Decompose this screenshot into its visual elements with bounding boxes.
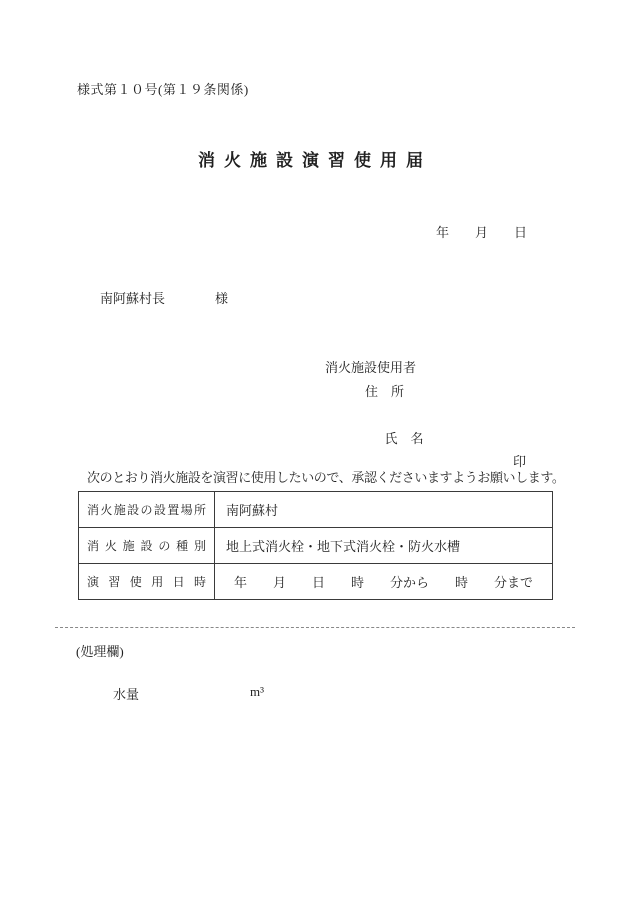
seal-mark: 印 (513, 454, 527, 469)
row-value-location: 南阿蘇村 (215, 492, 553, 528)
request-table (78, 491, 553, 600)
date-line: 年 月 日 (436, 225, 528, 240)
form-number: 様式第１０号(第１９条関係) (77, 82, 249, 97)
dotted-cut-line (55, 627, 575, 628)
name-label: 氏 名 (384, 430, 424, 446)
table-row-drill-datetime (79, 564, 553, 600)
page-title: 消火施設演習使用届 (198, 151, 432, 170)
water-volume-row (113, 684, 413, 703)
table-row-facility-type (79, 528, 553, 564)
row-label-location: 消火施設の設置場所 (79, 492, 215, 528)
row-value-facility-type: 地上式消火栓・地下式消火栓・防火水槽 (215, 528, 553, 564)
row-label-drill-datetime: 演習使用日時 (79, 564, 215, 600)
addressee-name: 南阿蘇村長 (100, 291, 166, 306)
row-label-facility-type: 消火施設の種別 (79, 528, 215, 564)
addressee-line (100, 288, 228, 307)
intro-text: 次のとおり消火施設を演習に使用したいので、承認くださいますようお願いします。 (87, 470, 565, 485)
honorific: 様 (215, 291, 229, 306)
water-volume-unit: m³ (250, 684, 265, 699)
row-value-drill-datetime: 年 月 日 時 分から 時 分まで (215, 564, 553, 600)
table-row-location (79, 492, 553, 528)
water-volume-label: 水量 (113, 687, 140, 702)
address-label: 住 所 (365, 383, 405, 399)
applicant-heading: 消火施設使用者 (325, 360, 417, 375)
processing-section-label: (処理欄) (76, 644, 124, 659)
